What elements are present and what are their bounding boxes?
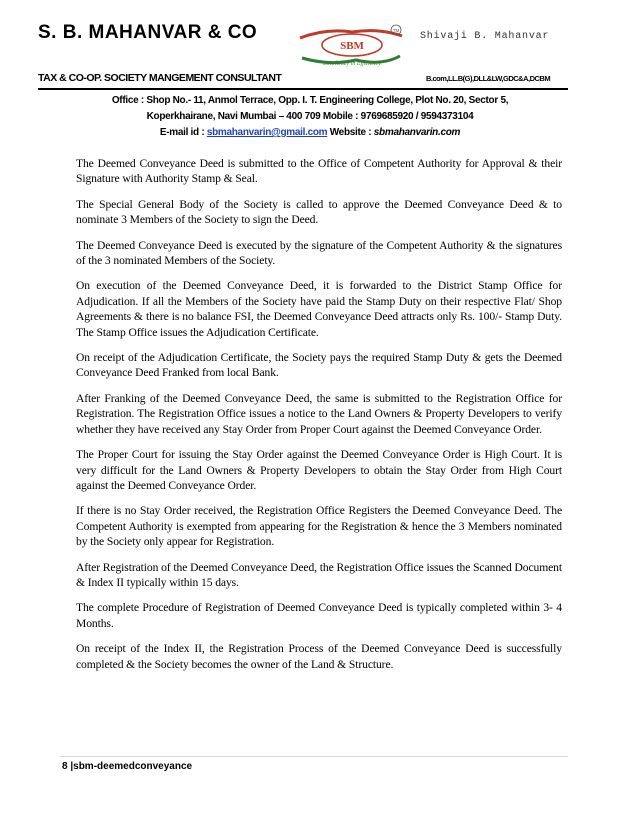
header-divider <box>38 88 568 90</box>
website-link[interactable]: sbmahanvarin.com <box>373 127 461 138</box>
paragraph: After Franking of the Deemed Conveyance Deed, the same is submitted to the Registration Office for Registration. The Registration Office issues a notice to the Land Owners & Property Developers to verify whether they have received any Stay Order from Proper Court against the Deemed Conveyance Order. <box>76 391 562 436</box>
footer-doc-name: sbm-deemedconveyance <box>73 761 193 772</box>
proprietor-name: Shivaji B. Mahanvar <box>420 31 550 42</box>
paragraph: On receipt of the Adjudication Certificate, the Society pays the required Stamp Duty & gets the Deemed Conveyance Deed Franked from local Bank. <box>76 351 562 380</box>
logo-text: SBM <box>340 40 364 52</box>
page-number: 8 <box>62 761 68 772</box>
paragraph: If there is no Stay Order received, the Registration Office Registers the Deemed Conveyance Deed. The Competent Authority is exempted from appearing for the Registration & hence the 3 Members nominated by the Society only appear for Registration. <box>76 504 562 549</box>
office-address-line-1: Office : Shop No.- 11, Anmol Terrace, Opp. I. T. Engineering College, Plot No. 20, Sector 5, <box>111 95 509 106</box>
footer-separator: | <box>67 761 74 772</box>
logo-trademark: TM <box>392 28 400 33</box>
paragraph: The complete Procedure of Registration of Deemed Conveyance Deed is typically completed within 3- 4 Months. <box>76 601 562 630</box>
office-address-line-2: Koperkhairane, Navi Mumbai – 400 709 Mobile : 9769685920 / 9594373104 <box>146 111 474 122</box>
paragraph: The Proper Court for issuing the Stay Order against the Deemed Conveyance Order is High Court. It is very difficult for the Land Owners & Property Developers to obtain the Stay Order from High Court against the Deemed Conveyance Order. <box>76 448 562 492</box>
paragraph: The Special General Body of the Society is called to approve the Deemed Conveyance Deed & to nominate 3 Members of the Society to sign the Deed. <box>76 197 562 227</box>
logo-subtext: Excellency in Efficiency <box>323 61 381 67</box>
firm-name: S. B. MAHANVAR & CO <box>38 22 258 43</box>
paragraph: On receipt of the Index II, the Registration Process of the Deemed Conveyance Deed is successfully completed & the Society becomes the owner of the Land & Structure. <box>76 642 562 671</box>
email-link[interactable]: sbmahanvarin@gmail.com <box>206 127 328 138</box>
document-body <box>76 156 562 682</box>
paragraph: The Deemed Conveyance Deed is executed by the signature of the Competent Authority & the signatures of the 3 nominated Members of the Society. <box>76 238 562 268</box>
email-label: E-mail id : <box>159 127 207 138</box>
page-footer <box>62 761 192 772</box>
contact-line <box>60 125 560 141</box>
footer-divider <box>60 756 568 757</box>
paragraph: After Registration of the Deemed Conveyance Deed, the Registration Office issues the Scanned Document & Index II typically within 15 days. <box>76 560 562 589</box>
paragraph: The Deemed Conveyance Deed is submitted to the Office of Competent Authority for Approval & their Signature with Authority Stamp & Seal. <box>76 157 562 186</box>
paragraph: On execution of the Deemed Conveyance Deed, it is forwarded to the District Stamp Office for Adjudication. If all the Members of the Society have paid the Stamp Duty on their respective Flat/ Shop Agreements & there is no balance FSI, the Deemed Conveyance Deed attracts only Rs. 100/- Stamp Duty. The Stamp Office issues the Adjudication Certificate. <box>76 279 562 339</box>
website-label: Website : <box>327 127 374 138</box>
firm-tagline: TAX & CO-OP. SOCIETY MANGEMENT CONSULTANT <box>38 72 282 84</box>
office-address-block <box>60 93 560 141</box>
sbm-logo-icon <box>296 24 408 68</box>
proprietor-qualifications: B.com,LL.B(G),DLL&LW,GDC&A,DCBM <box>426 74 551 83</box>
